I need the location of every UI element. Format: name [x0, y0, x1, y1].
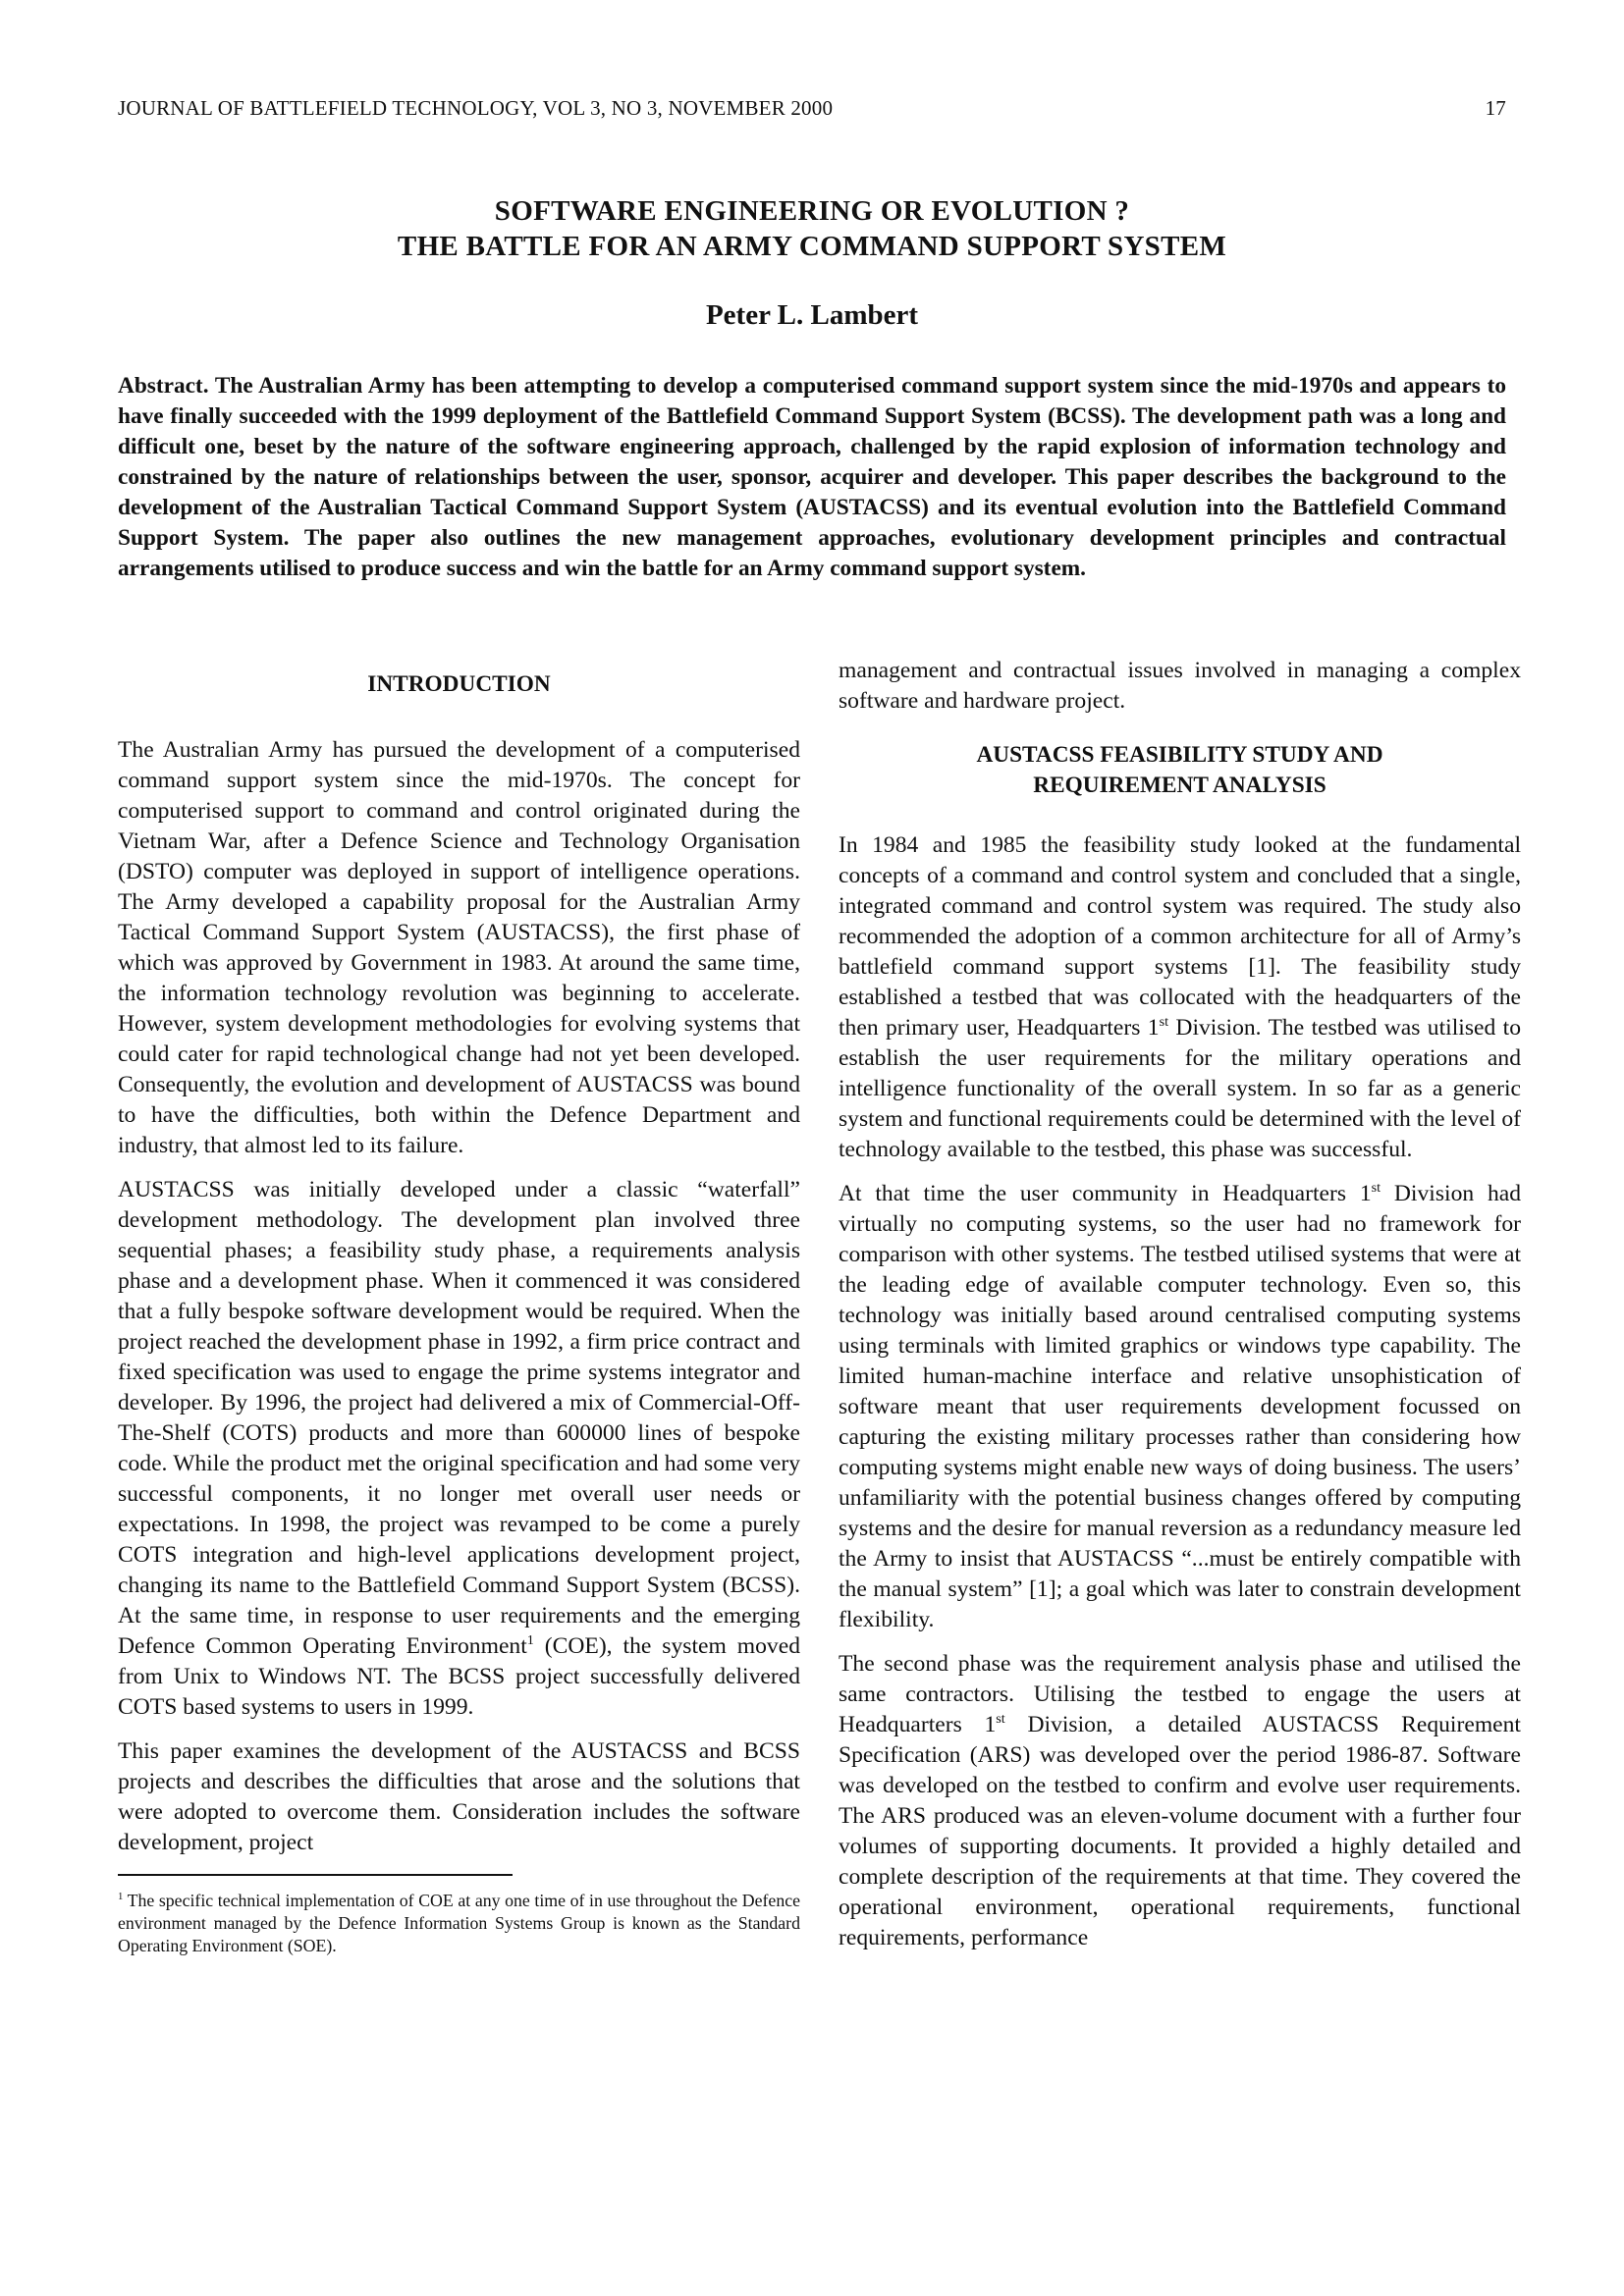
- intro-paragraph-1: The Australian Army has pursued the development of a computerised command support system since the mid-1970s. The concept for computerised support to command and control originated during the Vietnam War, after a Defence Science and Technology Organisation (DSTO) computer was deployed in support of intelligence operations. The Army developed a capability proposal for the Australian Army Tactical Command Support System (AUSTACSS), the first phase of which was approved by Government in 1983. At around the same time, the information technology revolution was beginning to accelerate. However, system development methodologies for evolving systems that could cater for rapid technological change had not yet been developed. Consequently, the evolution and development of AUSTACSS was bound to have the difficulties, both within the Defence Department and industry, that almost led to its failure.: [118, 737, 800, 1158]
- intro-paragraph-2-text-a: AUSTACSS was initially developed under a classic “waterfall” development methodology. The development plan involved three sequential phases; a feasibility study phase, a requirements analysis phase and a development phase. When it commenced it was considered that a fully bespoke software development would be required. When the project reached the development phase in 1992, a firm price contract and fixed specification was used to engage the prime systems integrator and developer. By 1996, the project had delivered a mix of Commercial-Off-The-Shelf (COTS) products and more than 600000 lines of bespoke code. While the product met the original specification and had some very successful components, it no longer met overall user needs or expectations. In 1998, the project was revamped to be come a purely COTS integration and high-level applications development project, changing its name to the Battlefield Command Support System (BCSS). At the same time, in response to user requirements and the emerging Defence Common Operating Environment: [118, 1177, 800, 1659]
- section-heading-feasibility-line-1: AUSTACSS FEASIBILITY STUDY AND: [976, 742, 1383, 768]
- feasibility-paragraph-1-text-a: In 1984 and 1985 the feasibility study looked at the fundamental concepts of a command and control system and concluded that a single, integrated command and control system was required. The study also recommended the adoption of a common architecture for all of Army’s battlefield command support systems [1]. The feasibility study established a testbed that was collocated with the headquarters of the then primary user, Headquarters 1: [839, 832, 1521, 1041]
- intro-paragraph-3: This paper examines the development of the AUSTACSS and BCSS projects and describes the difficulties that arose and the solutions that were adopted to overcome them. Consideration includes the software development, project: [118, 1738, 800, 1855]
- journal-citation: JOURNAL OF BATTLEFIELD TECHNOLOGY, VOL 3, NO 3, NOVEMBER 2000: [118, 96, 834, 120]
- page-number: 17: [1485, 96, 1506, 120]
- continued-paragraph: management and contractual issues involved in managing a complex software and hardware project.: [839, 658, 1521, 714]
- footnote-divider: [118, 1874, 513, 1876]
- feasibility-paragraph-3-text-a: The second phase was the requirement analysis phase and utilised the same contractors. Utilising the testbed to engage the users at Headquarters 1: [839, 1651, 1521, 1737]
- paper-title-line-2: THE BATTLE FOR AN ARMY COMMAND SUPPORT SYSTEM: [397, 231, 1227, 262]
- footnote-text: The specific technical implementation of COE at any one time of in use throughout the Defence environment managed by the Defence Information Systems Group is known as the Standard Operating Environment (SOE).: [118, 1891, 800, 1955]
- feasibility-paragraph-3: [839, 1649, 1521, 1953]
- left-column: [118, 656, 800, 1957]
- feasibility-paragraph-2-text-a: At that time the user community in Headquarters 1: [839, 1181, 1372, 1206]
- footnote-mark: 1: [118, 1891, 124, 1903]
- right-column: [839, 656, 1521, 1967]
- ordinal-suffix: st: [996, 1711, 1005, 1728]
- feasibility-paragraph-3-text-b: Division, a detailed AUSTACSS Requirement Specification (ARS) was developed over the period 1986-87. Software was developed on the testbed to confirm and evolve user requirements. The ARS produced was an eleven-volume document with a further four volumes of supporting documents. It provided a highly detailed and complete description of the requirements at that time. They covered the operational environment, operational requirements, functional requirements, performance: [839, 1712, 1521, 1950]
- section-heading-introduction: INTRODUCTION: [367, 671, 551, 697]
- feasibility-paragraph-2-text-b: Division had virtually no computing systems, so the user had no framework for comparison with other systems. The testbed utilised systems that were at the leading edge of available computer technology. Even so, this technology was initially based around centralised computing systems using terminals with limited graphics or windows type capability. The limited human-machine interface and relative unsophistication of software meant that user requirements development focussed on capturing the existing military processes rather than considering how computing systems might enable new ways of doing business. The users’ unfamiliarity with the potential business changes offered by computing systems and the desire for manual reversion as a redundancy measure led the Army to insist that AUSTACSS “...must be entirely compatible with the manual system” [1]; a goal which was later to constrain development flexibility.: [839, 1181, 1522, 1632]
- ordinal-suffix: st: [1371, 1180, 1381, 1197]
- intro-paragraph-2: [118, 1175, 800, 1723]
- feasibility-paragraph-1: [839, 830, 1521, 1165]
- section-heading-feasibility-line-2: REQUIREMENT ANALYSIS: [1033, 773, 1326, 798]
- intro-paragraph-2-text-b: (COE), the system moved from Unix to Windows NT. The BCSS project successfully delivered COTS based systems to users in 1999.: [118, 1633, 800, 1720]
- footnote-reference: 1: [526, 1632, 534, 1649]
- paper-title-line-1: SOFTWARE ENGINEERING OR EVOLUTION ?: [494, 195, 1130, 227]
- ordinal-suffix: st: [1159, 1014, 1169, 1031]
- feasibility-paragraph-2: [839, 1179, 1521, 1635]
- running-header: [118, 96, 1506, 121]
- author-name: Peter L. Lambert: [705, 299, 919, 331]
- footnote: [118, 1890, 800, 1957]
- abstract: Abstract. The Australian Army has been attempting to develop a computerised command support system since the mid-1970s and appears to have finally succeeded with the 1999 deployment of the Battlefield Command Support System (BCSS). The development path was a long and difficult one, beset by the nature of the software engineering approach, challenged by the rapid explosion of information technology and constrained by the nature of relationships between the user, sponsor, acquirer and developer. This paper describes the background to the development of the Australian Tactical Command Support System (AUSTACSS) and its eventual evolution into the Battlefield Command Support System. The paper also outlines the new management approaches, evolutionary development principles and contractual arrangements utilised to produce success and win the battle for an Army command support system.: [118, 373, 1506, 581]
- title-block: [118, 193, 1506, 332]
- feasibility-paragraph-1-text-b: Division. The testbed was utilised to establish the user requirements for the military operations and intelligence functionality of the overall system. In so far as a generic system and functional requirements could be determined with the level of technology available to the testbed, this phase was successful.: [839, 1015, 1521, 1162]
